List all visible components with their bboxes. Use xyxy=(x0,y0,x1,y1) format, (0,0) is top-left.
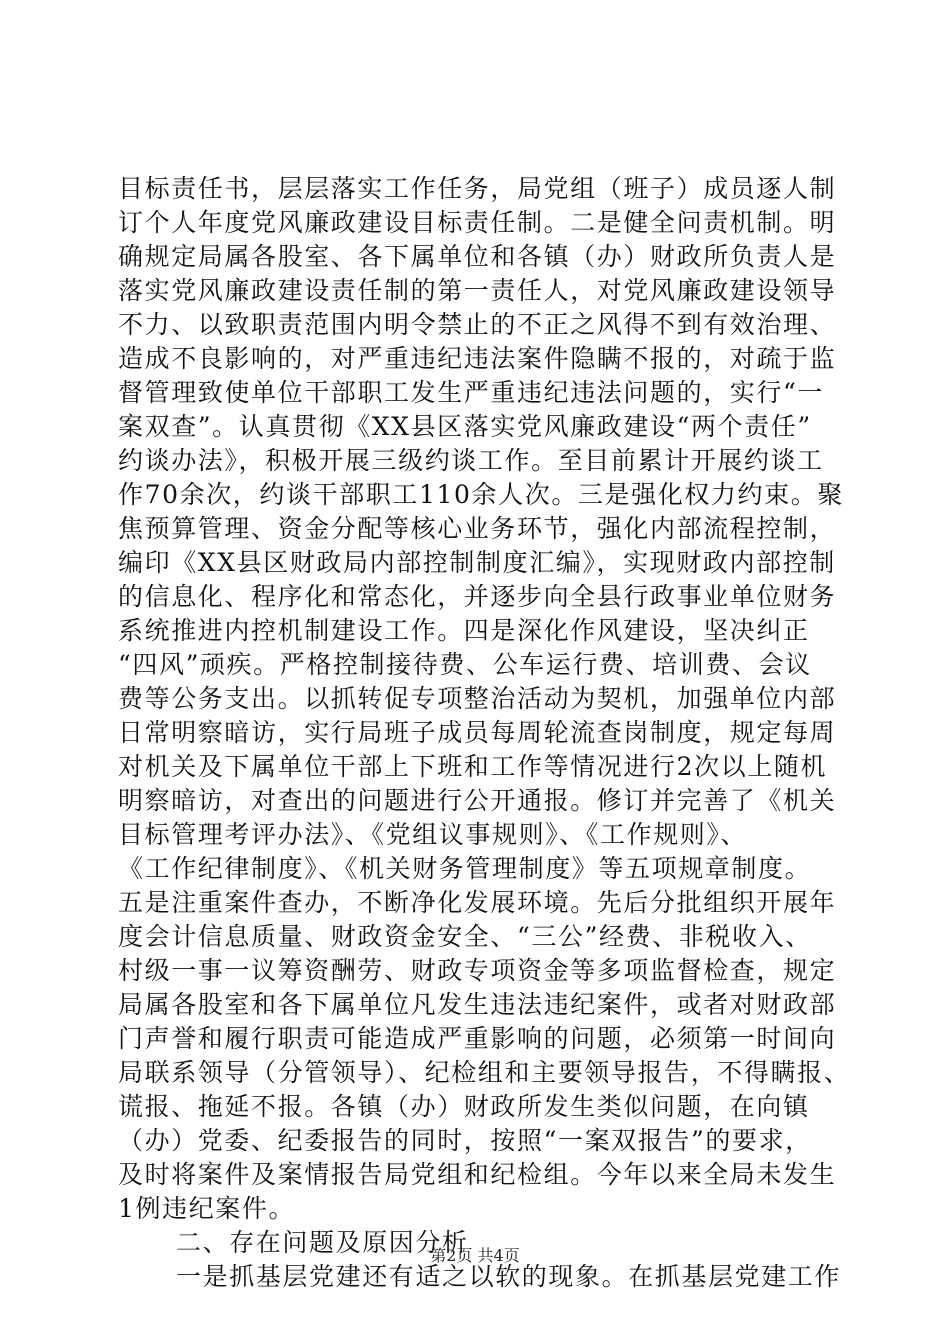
text-line: 编印《XX县区财政局内部控制制度汇编》，实现财政内部控制 xyxy=(118,548,836,577)
document-body xyxy=(118,172,851,1294)
text-line: 日常明察暗访，实行局班子成员每周轮流查岗制度，规定每周 xyxy=(118,718,837,747)
text-line: 造成不良影响的，对严重违纪违法案件隐瞒不报的，对疏于监 xyxy=(118,344,837,373)
text-line: 明察暗访，对查出的问题进行公开通报。修订并完善了《机关 xyxy=(118,786,837,815)
text-line: （办）党委、纪委报告的同时，按照“一案双报告”的要求， xyxy=(118,1126,812,1155)
text-line: 及时将案件及案情报告局党组和纪检组。今年以来全局未发生 xyxy=(118,1160,837,1189)
text-line: 五是注重案件查办，不断净化发展环境。先后分批组织开展年 xyxy=(118,888,837,917)
text-line: 案双查”。认真贯彻《XX县区落实党风廉政建设“两个责任” xyxy=(118,412,812,441)
text-line: 确规定局属各股室、各下属单位和各镇（办）财政所负责人是 xyxy=(118,242,837,271)
text-line: 督管理致使单位干部职工发生严重违纪违法问题的，实行“一 xyxy=(118,378,824,407)
text-line: 作70余次，约谈干部职工110余人次。三是强化权力约束。聚 xyxy=(118,480,844,509)
text-line: 局属各股室和各下属单位凡发生违法违纪案件，或者对财政部 xyxy=(118,990,837,1019)
text-line: 局联系领导（分管领导）、纪检组和主要领导报告，不得瞒报、 xyxy=(118,1058,851,1087)
section-heading: 二、存在问题及原因分析 xyxy=(176,1228,469,1257)
text-line: 度会计信息质量、财政资金安全、“三公”经费、非税收入、 xyxy=(118,922,812,951)
text-line: “四风”顽疾。严格控制接待费、公车运行费、培训费、会议 xyxy=(118,650,812,679)
text-line: 订个人年度党风廉政建设目标责任制。二是健全问责机制。明 xyxy=(118,208,837,237)
text-line: 谎报、拖延不报。各镇（办）财政所发生类似问题，在向镇 xyxy=(118,1092,810,1121)
paragraph-first-line: 一是抓基层党建还有适之以软的现象。在抓基层党建工作 xyxy=(176,1262,842,1291)
text-line: 门声誉和履行职责可能造成严重影响的问题，必须第一时间向 xyxy=(118,1024,837,1053)
text-line: 目标责任书，层层落实工作任务，局党组（班子）成员逐人制 xyxy=(118,174,837,203)
text-line: 对机关及下属单位干部上下班和工作等情况进行2次以上随机 xyxy=(118,752,828,781)
text-line: 目标管理考评办法》、《党组议事规则》、《工作规则》、 xyxy=(118,820,748,849)
text-line: 的信息化、程序化和常态化，并逐步向全县行政事业单位财务 xyxy=(118,582,837,611)
text-line: 焦预算管理、资金分配等核心业务环节，强化内部流程控制， xyxy=(118,514,837,543)
text-line: 系统推进内控机制建设工作。四是深化作风建设，坚决纠正 xyxy=(118,616,810,645)
text-line: 村级一事一议筹资酬劳、财政专项资金等多项监督检查，规定 xyxy=(118,956,837,985)
text-line: 1例违纪案件。 xyxy=(118,1194,296,1223)
text-line: 落实党风廉政建设责任制的第一责任人，对党风廉政建设领导 xyxy=(118,276,837,305)
text-line: 约谈办法》，积极开展三级约谈工作。至目前累计开展约谈工 xyxy=(118,446,824,475)
text-line: 费等公务支出。以抓转促专项整治活动为契机，加强单位内部 xyxy=(118,684,837,713)
text-line: 不力、以致职责范围内明令禁止的不正之风得不到有效治理、 xyxy=(118,310,837,339)
page-number-footer: 第2页 共4页 xyxy=(430,1246,520,1265)
text-line: 《工作纪律制度》、《机关财务管理制度》等五项规章制度。 xyxy=(118,854,812,883)
